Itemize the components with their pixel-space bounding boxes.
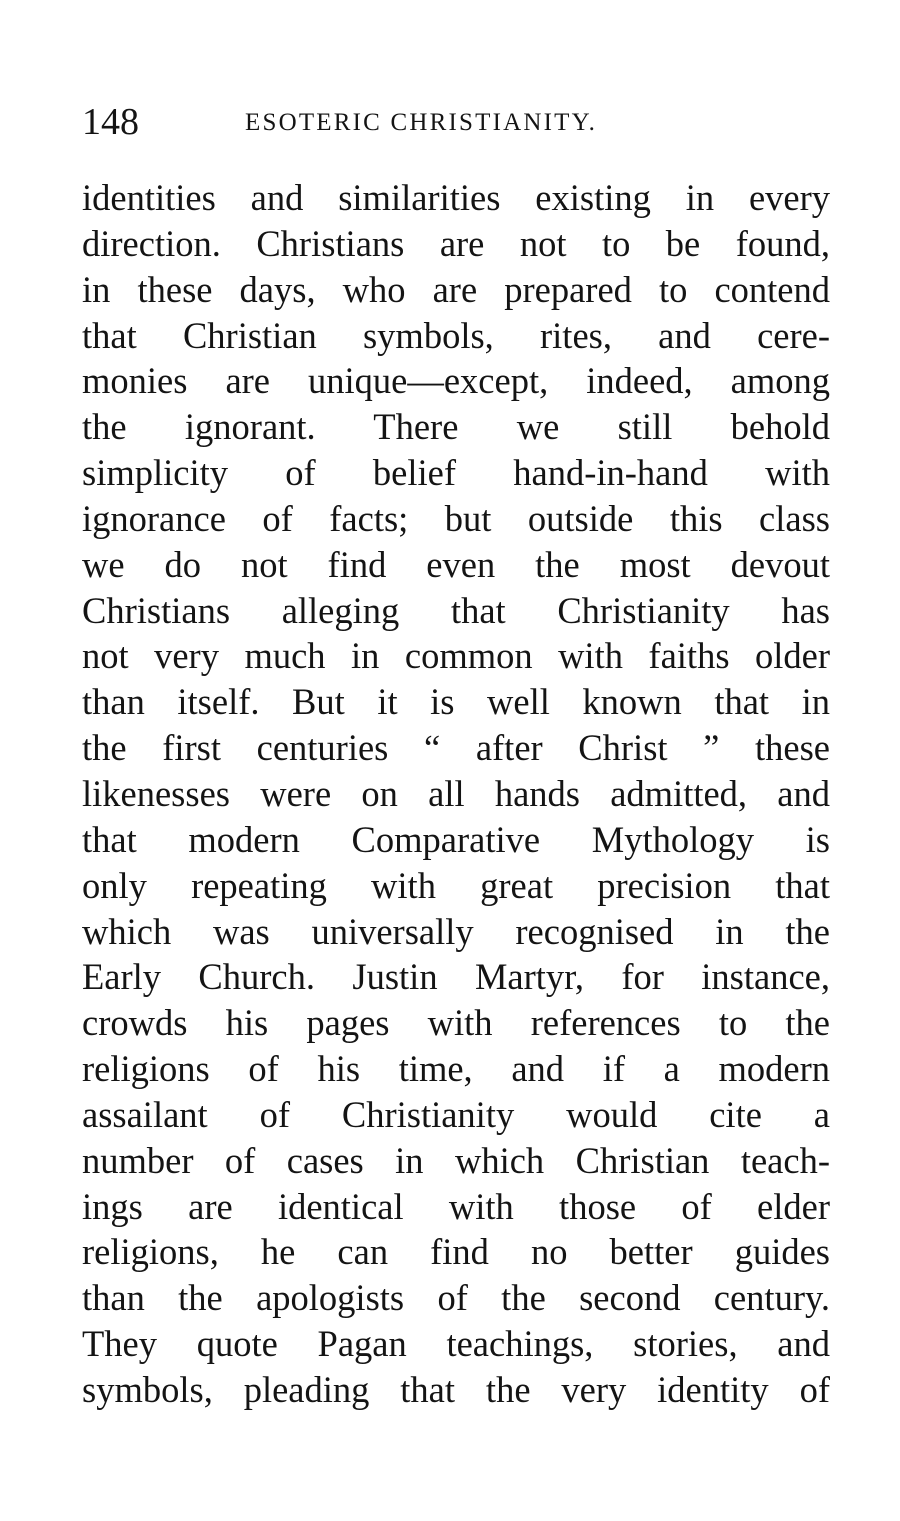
text-line: Early Church. Justin Martyr, for instance,	[82, 956, 830, 998]
text-line: simplicity of belief hand-in-hand with	[82, 452, 830, 494]
running-head	[82, 100, 830, 144]
text-line: ignorance of facts; but outside this class	[82, 497, 830, 539]
page-number: 148	[82, 101, 139, 143]
text-line: They quote Pagan teachings, stories, and	[82, 1323, 830, 1365]
text-line: religions of his time, and if a modern	[82, 1048, 830, 1090]
text-line: in these days, who are prepared to contend	[82, 268, 830, 310]
text-line: likenesses were on all hands admitted, and	[82, 772, 830, 814]
text-line: identities and similarities existing in every	[82, 177, 830, 218]
text-line: that modern Comparative Mythology is	[82, 818, 830, 860]
text-line: Christians alleging that Christianity has	[82, 589, 830, 631]
text-line: religions, he can find no better guides	[82, 1231, 830, 1273]
book-title: ESOTERIC CHRISTIANITY.	[245, 109, 598, 136]
text-line: not very much in common with faiths older	[82, 635, 830, 677]
text-line: symbols, pleading that the very identity of	[82, 1368, 830, 1410]
text-line: than the apologists of the second century.	[82, 1277, 830, 1319]
text-line: monies are unique—except, indeed, among	[82, 360, 830, 402]
text-line: direction. Christians are not to be found,	[82, 222, 830, 264]
text-line: only repeating with great precision that	[82, 864, 830, 906]
text-line: the ignorant. There we still behold	[82, 406, 830, 448]
text-line: that Christian symbols, rites, and cere-	[82, 314, 830, 356]
text-line: than itself. But it is well known that in	[82, 681, 830, 723]
body-text	[82, 175, 830, 1413]
text-line: number of cases in which Christian teach-	[82, 1139, 830, 1181]
text-line: crowds his pages with references to the	[82, 1002, 830, 1044]
text-line: ings are identical with those of elder	[82, 1185, 830, 1227]
text-line: which was universally recognised in the	[82, 910, 830, 952]
text-line: assailant of Christianity would cite a	[82, 1093, 830, 1135]
text-line: the first centuries “ after Christ ” these	[82, 727, 830, 769]
text-line: we do not find even the most devout	[82, 543, 830, 585]
